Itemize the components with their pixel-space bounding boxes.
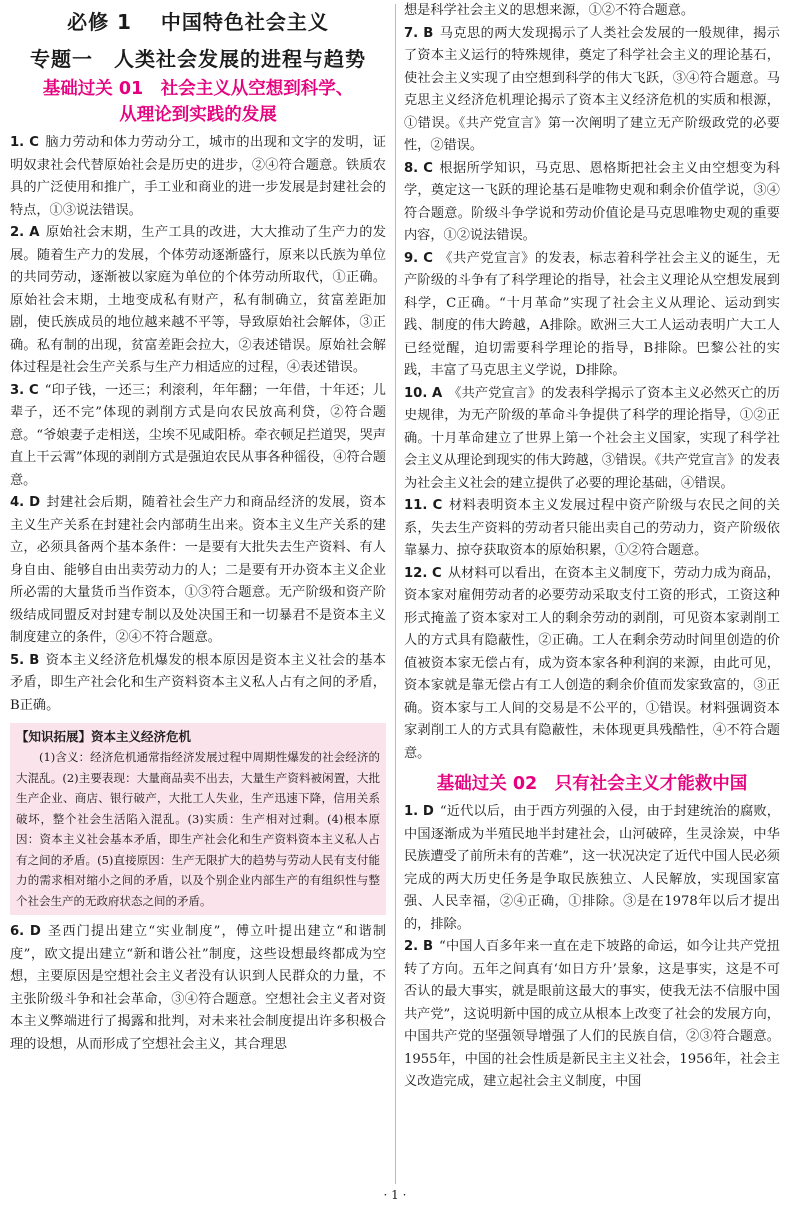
answer-text: 脑力劳动和体力劳动分工，城市的出现和文字的发明，证明奴隶社会代替原始社会是历史的进步，②④符合题意。铁质农具的广泛使用和推广，手工业和商业的进一步发展是封建社会的特点，①③说法错误。 [10,135,386,218]
answer-text: 材料表明资本主义发展过程中资产阶级与农民之间的关系，失去生产资料的劳动者只能出卖自己的劳动力，资产阶级依靠暴力、掠夺获取资本的原始积累，①②符合题意。 [404,498,780,558]
page-number: · 1 · [383,1188,407,1202]
answer-text: 《共产党宣言》的发表科学揭示了资本主义必然灭亡的历史规律，为无产阶级的革命斗争提供了科学的理论指导，①②正确。十月革命建立了世界上第一个社会主义国家，实现了科学社会主义从理论到现实的伟大跨越，③错误。《共产党宣言》的发表为社会主义社会的建立提供了必要的理论基础，④错误。 [404,385,780,491]
answer-text: 资本主义经济危机爆发的根本原因是资本主义社会的基本矛盾，即生产社会化和生产资料资本主义私人占有之间的矛盾，B正确。 [10,652,386,713]
answer-text: “中国人百多年来一直在走下坡路的命运，如今让共产党扭转了方向。五年之间真有‘如日方升’景象，这是事实，这是不可否认的最大事实，就是眼前这最大的事实，使我无法不信服中国共产党”，这说明新中国的成立从根本上改变了社会的发展方向，中国共产党的坚强领导增强了人们的民族自信，②③符合题意。1955年，中国的社会性质是新民主主义社会，1956年，社会主义改造完成，建立起社会主义制度，中国 [404,939,780,1089]
answer-item-6 [10,921,386,1056]
book-title: 必修 1 中国特色社会主义 [67,10,329,34]
answer-number: 12. C [404,565,442,581]
answer-text: 原始社会末期，生产工具的改进，大大推动了生产力的发展。随着生产力的发展，个体劳动逐渐盛行，原来以氏族为单位的共同劳动，逐渐被以家庭为单位的个体劳动所取代，①正确。原始社会末期，土地变成私有财产，私有制确立，贫富差距加剧，使氏族成员的地位越来越不平等，导致原始社会解体，③正确。私有制的出现，贫富差距会拉大，②表述错误。原始社会解体过程是社会生产关系与生产力相适应的过程，④表述错误。 [10,225,386,375]
answer-text: 封建社会后期，随着社会生产力和商品经济的发展，资本主义生产关系在封建社会内部萌生出来。资本主义生产关系的建立，必须具备两个基本条件：一是要有大批失去生产资料、有人身自由、能够自由出卖劳动力的人；二是要有开办资本主义企业所必需的大量货币当作资本，①③符合题意。无产阶级和资产阶级结成同盟反对封建专制以及处决国王和一切暴君不是资本主义制度建立的条件，②④不符合题意。 [10,495,386,645]
answer-number: 4. D [10,495,41,510]
answer-item-7 [404,23,780,158]
answer-item-8 [404,158,780,248]
answer-text: 根据所学知识，马克思、恩格斯把社会主义由空想变为科学，奠定这一飞跃的理论基石是唯物史观和剩余价值学说，③④符合题意。阶级斗争学说和劳动价值论是马克思唯物史观的重要内容，①②说法错误。 [404,160,780,243]
answer-text: 从材料可以看出，在资本主义制度下，劳动力成为商品，资本家对雇佣劳动者的必要劳动采取支付工资的形式，工资这种形式掩盖了资本家对工人的剩余劳动的剥削，可见资本家剥削工人的方式具有隐蔽性，②正确。工人在剩余劳动时间里创造的价值被资本家无偿占有，成为资本家各种利润的来源，由此可见，资本家就是靠无偿占有工人创造的剩余价值而发家致富的，③正确。资本家与工人间的交易是不公平的，①错误。材料强调资本家剥削工人的方式具有隐蔽性，未体现更具残酷性，④不符合题意。 [404,565,780,761]
answer-number: 5. B [10,652,40,668]
answer-item-6-continued: 想是科学社会主义的思想来源，①②不符合题意。 [404,3,695,18]
left-column [10,0,386,1190]
answer-text: 圣西门提出建立“实业制度”，傅立叶提出建立“和谐制度”，欧文提出建立“新和谐公社”制度，这些设想最终都成为空想，主要原因是空想社会主义者没有认识到人民群众的力量，不主张阶级斗争和社会革命，③④符合题意。空想社会主义者对资本主义弊端进行了揭露和批判，对未来社会制度提出许多积极合理的设想，从而形成了空想社会主义，其合理思 [10,924,386,1052]
answer-number: 2. A [10,225,40,240]
answer-number: 8. C [404,160,433,176]
answer-item-11 [404,495,780,563]
answer-number: 1. C [10,135,39,150]
section-title-02: 基础过关 02 只有社会主义才能救中国 [436,774,748,794]
answer-number: 9. C [404,250,433,266]
knowledge-box-body: (1)含义：经济危机通常指经济发展过程中周期性爆发的社会经济的大混乱。(2)主要表现：大量商品卖不出去，大量生产资料被闲置，大批生产企业、商店、银行破产，大批工人失业，生产迅速下降，信用关系破坏，整个社会生活陷入混乱。(3)实质：生产相对过剩。(4)根本原因：资本主义社会基本矛盾，即生产社会化和生产资料资本主义私人占有之间的矛盾。(5)直接原因：生产无限扩大的趋势与劳动人民有支付能力的需求相对缩小之间的矛盾，以及个别企业内部生产的有组织性与整个社会生产的无政府状态之间的矛盾。 [16,750,380,908]
answer-text: 马克思的两大发现揭示了人类社会发展的一般规律，揭示了资本主义运行的特殊规律，奠定了科学社会主义的理论基石，使社会主义实现了由空想到科学的伟大飞跃，③④符合题意。马克思主义经济危机理论揭示了资本主义经济危机的实质和根源，①错误。《共产党宣言》第一次阐明了建立无产阶级政党的必要性，②错误。 [404,25,780,153]
answer-item-5 [10,650,386,718]
answer-item-s2-2 [404,936,780,1094]
answer-item-12 [404,563,780,766]
right-column [404,0,780,1190]
answer-number: 1. D [404,804,434,819]
section-title-01-line2: 从理论到实践的发展 [119,105,277,125]
answer-number: 6. D [10,924,41,939]
answer-item-9 [404,248,780,383]
answer-item-4 [10,492,386,650]
answer-number: 3. C [10,382,39,398]
answer-number: 2. B [404,939,434,954]
answer-item-10 [404,383,780,496]
knowledge-box [10,723,386,915]
topic-title: 专题一 人类社会发展的进程与趋势 [30,47,366,71]
answer-text: 《共产党宣言》的发表，标志着科学社会主义的诞生，无产阶级的斗争有了科学理论的指导，社会主义理论从空想发展到科学，C正确。“十月革命”实现了社会主义从理论、运动到实践、制度的伟大跨越，A排除。欧洲三大工人运动表明广大工人已经觉醒，迫切需要科学理论的指导，B排除。巴黎公社的实践，丰富了马克思主义学说，D排除。 [404,250,780,378]
answer-item-s2-1 [404,801,780,936]
section-title-01 [10,76,386,128]
knowledge-box-title: 【知识拓展】资本主义经济危机 [16,729,192,744]
answer-item-1 [10,132,386,222]
answer-item-3 [10,380,386,493]
answer-text: “近代以后，由于西方列强的入侵，由于封建统治的腐败，中国逐渐成为半殖民地半封建社会，山河破碎，生灵涂炭，中华民族遭受了前所未有的苦难”，这一状况决定了近代中国人民必须完成的两大历史任务是争取民族独立、人民解放，实现国家富强、人民幸福，②④正确，①排除。③是在1978年以后才提出的，排除。 [404,804,780,932]
column-divider [395,4,396,1184]
answer-text: “印子钱，一还三；利滚利，年年翻；一年借，十年还；儿辈子，还不完”体现的剥削方式是向农民放高利贷，②符合题意。“爷娘妻子走相送，尘埃不见咸阳桥。牵衣顿足拦道哭，哭声直上干云霄”体现的剥削方式是强迫农民从事各种徭役，④符合题意。 [10,382,386,488]
section-title-01-line1: 基础过关 01 社会主义从空想到科学、 [42,79,354,99]
answer-number: 11. C [404,498,443,513]
answer-number: 10. A [404,385,443,401]
answer-number: 7. B [404,25,434,41]
answer-item-2 [10,222,386,380]
